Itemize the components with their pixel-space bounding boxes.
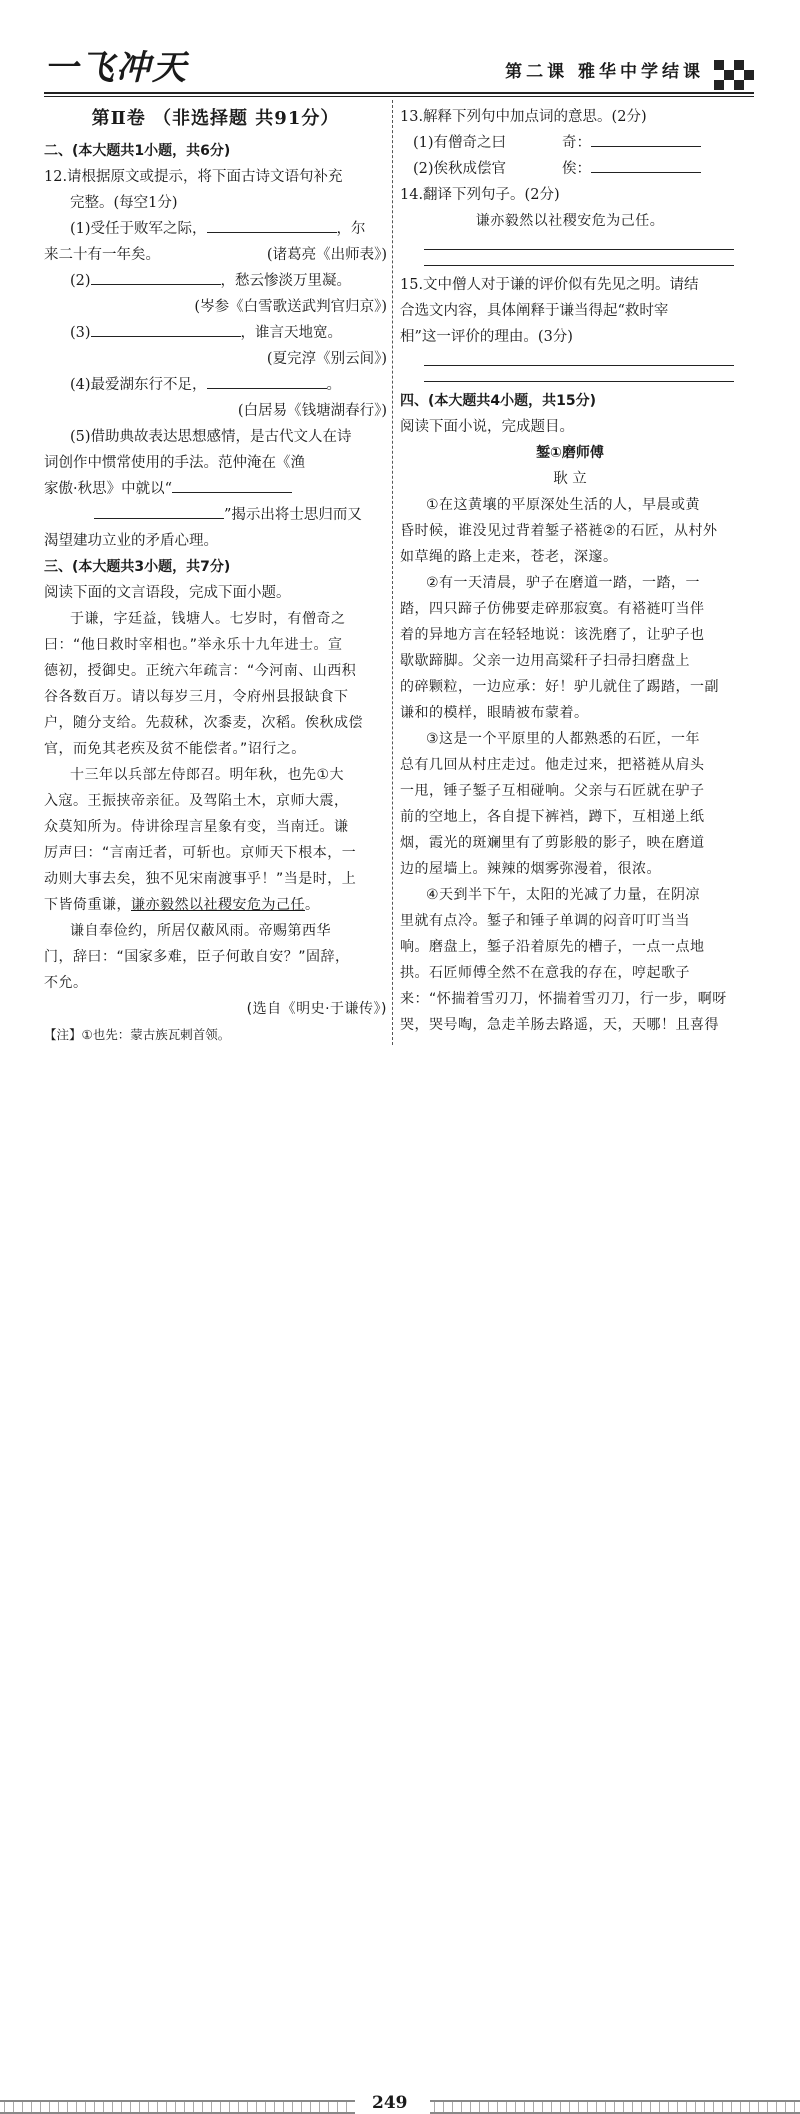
passage-line: 众莫知所为。侍讲徐珵言星象有变，当南迁。谦 (44, 819, 349, 835)
page-number: 249 (372, 2093, 408, 2113)
q12-4 (44, 372, 387, 398)
blank[interactable] (207, 372, 327, 389)
q12-3-text: (3) (70, 325, 91, 341)
q12-5b: 词创作中惯常使用的手法。范仲淹在《渔 (44, 455, 305, 471)
passage-line: 德初，授御史。正统六年疏言：“今河南、山西积 (44, 663, 357, 679)
q13-1-text: (1)有僧奇之曰 (413, 135, 507, 151)
answer-line[interactable] (424, 364, 734, 366)
answer-line[interactable] (424, 264, 734, 266)
q12-stem: 12.请根据原文或提示，将下面古诗文语句补充 (44, 169, 343, 185)
passage-line: 门，辞曰：“国家多难，臣子何敢自安？”固辞， (44, 949, 350, 965)
story-line: 踏，四只蹄子仿佛要走碎那寂寞。有褡裢叮当伴 (400, 601, 705, 617)
story-line: 的碎颗粒，一边应承：好！驴儿就住了踢踏，一副 (400, 679, 719, 695)
story-line: 烟，霞光的斑斓里有了剪影般的影子，映在磨道 (400, 835, 705, 851)
q12-5c (44, 476, 387, 502)
column-divider (392, 100, 393, 1045)
story-line: 哭，哭号啕，急走羊肠去路遥，天，天哪！且喜得 (400, 1017, 719, 1033)
passage-line: 入寇。王振挟帝亲征。及驾陷土木，京师大震， (44, 793, 349, 809)
blank[interactable] (591, 130, 701, 147)
header-rule (44, 92, 754, 94)
section-title: 第Ⅱ卷 （非选择题 共91分） (91, 108, 340, 129)
q12-3-text-b: ，谁言天地宽。 (240, 325, 343, 341)
underlined-sentence: 谦亦毅然以社稷安危为己任 (131, 897, 305, 913)
story-line: ②有一天清晨，驴子在磨道一踏，一踏，一 (426, 575, 701, 591)
q12-1 (44, 216, 387, 242)
story-line: 总有几回从村庄走过。他走过来，把褡裢从肩头 (400, 757, 705, 773)
passage-line: 谷各数百万。请以每岁三月，令府州县报缺食下 (44, 689, 349, 705)
q13: 13.解释下列句中加点词的意思。(2分) (400, 109, 647, 125)
story-line: 里就有点冷。錾子和锤子单调的闷音叮叮当当 (400, 913, 690, 929)
footer-border-right (430, 2100, 800, 2114)
read-instruction-2: 阅读下面小说，完成题目。 (400, 419, 574, 435)
passage-line: 厉声曰：“言南迁者，可斩也。京师天下根本，一 (44, 845, 357, 861)
q13-2-text: (2)俟秋成偿官 (413, 161, 507, 177)
story-line: 如草绳的路上走来，苍老，深邃。 (400, 549, 618, 565)
blank[interactable] (172, 476, 292, 493)
story-line: 着的异地方言在轻轻地说：该洗磨了，让驴子也 (400, 627, 705, 643)
q15c: 相”这一评价的理由。(3分) (400, 329, 573, 345)
checker-decoration-icon (714, 50, 754, 90)
q12-4-source: (白居易《钱塘湖春行》) (237, 403, 387, 419)
q12-3 (44, 320, 387, 346)
story-line: 来：“怀揣着雪刃刀，怀揣着雪刃刀，行一步，啊呀 (400, 991, 727, 1007)
header-rule-thin (44, 96, 754, 97)
passage-line: 曰：“他日救时宰相也。”举永乐十九年进士。宣 (44, 637, 343, 653)
q12-4-text-b: 。 (326, 377, 342, 393)
section-4-heading: 四、(本大题共4小题，共15分) (400, 393, 597, 409)
answer-line[interactable] (424, 248, 734, 250)
left-column (44, 104, 387, 1048)
q13-1-word: 奇： (562, 135, 592, 151)
story-line: 前的空地上，各自提下裤裆，蹲下，互相递上纸 (400, 809, 705, 825)
blank[interactable] (94, 502, 224, 519)
story-line: ①在这黄壤的平原深处生活的人，早晨或黄 (426, 497, 701, 513)
story-line: ④天到半下午，太阳的光减了力量，在阴凉 (426, 887, 701, 903)
section-2-heading: 二、(本大题共1小题，共6分) (44, 143, 231, 159)
passage-line: 谦自奉俭约，所居仅蔽风雨。帝赐第西华 (70, 923, 331, 939)
q12-2-text-b: ，愁云惨淡万里凝。 (220, 273, 352, 289)
passage-source: (选自《明史·于谦传》) (246, 1001, 387, 1017)
q12-1-text: (1)受任于败军之际， (70, 221, 207, 237)
passage-text: 下皆倚重谦， (44, 897, 131, 913)
q14: 14.翻译下列句子。(2分) (400, 187, 560, 203)
page-header (0, 0, 800, 100)
story-line: 歇歇蹄脚。父亲一边用高粱秆子扫帚扫磨盘上 (400, 653, 690, 669)
story-line: 边的屋墙上。辣辣的烟雾弥漫着，很浓。 (400, 861, 661, 877)
passage-line: 动则大事去矣，独不见宋南渡事乎！”当是时，上 (44, 871, 357, 887)
story-author: 耿 立 (553, 471, 587, 487)
q12-5e: 渴望建功立业的矛盾心理。 (44, 533, 218, 549)
blank[interactable] (91, 268, 221, 285)
q12-3-source: (夏完淳《别云间》) (266, 351, 387, 367)
passage-line: 十三年以兵部左侍郎召。明年秋，也先①大 (70, 767, 345, 783)
answer-line[interactable] (424, 380, 734, 382)
q12-2 (44, 268, 387, 294)
passage-line: 户，随分支给。先菽秫，次黍麦，次稻。俟秋成偿 (44, 715, 363, 731)
q12-4-text: (4)最爱湖东行不足， (70, 377, 207, 393)
q12-stem-2: 完整。(每空1分) (70, 195, 178, 211)
blank[interactable] (207, 216, 337, 233)
footer-border-left (0, 2100, 355, 2114)
story-line: 谦和的模样，眼睛被布蒙着。 (400, 705, 589, 721)
q12-5-text-d: ”揭示出将士思归而又 (224, 507, 362, 523)
story-passage (400, 492, 740, 1038)
q12-1-source: (诸葛亮《出师表》) (266, 247, 387, 263)
passage-text: 。 (305, 897, 320, 913)
q13-2-word: 俟： (562, 161, 592, 177)
right-column (400, 104, 740, 1038)
header-title: 第二课 雅华中学结课 (505, 62, 704, 82)
passage-line (44, 892, 387, 918)
q13-1 (400, 130, 740, 156)
passage-line: 官，而免其老疾及贫不能偿者。”诏行之。 (44, 741, 306, 757)
q13-2 (400, 156, 740, 182)
story-line: ③这是一个平原里的人都熟悉的石匠，一年 (426, 731, 701, 747)
q12-1-cont (44, 242, 387, 268)
q12-2-source: (岑参《白雪歌送武判官归京》) (194, 299, 387, 315)
q12-5d (44, 502, 387, 528)
story-line: 拱。石匠师傅全然不在意我的存在，哼起歌子 (400, 965, 690, 981)
q12-5a: (5)借助典故表达思想感情，是古代文人在诗 (70, 429, 352, 445)
blank[interactable] (91, 320, 241, 337)
passage-line: 不允。 (44, 975, 88, 991)
q14-sentence: 谦亦毅然以社稷安危为己任。 (475, 213, 665, 229)
read-instruction: 阅读下面的文言语段，完成下面小题。 (44, 585, 291, 601)
q12-5-text-c: 家傲·秋思》中就以“ (44, 481, 173, 497)
passage-line: 于谦，字廷益，钱塘人。七岁时，有僧奇之 (70, 611, 346, 627)
q12-1-text-b: ，尔 (336, 221, 366, 237)
logo: 一飞冲天 (44, 48, 188, 88)
q15b: 合选文内容，具体阐释于谦当得起“救时宰 (400, 303, 669, 319)
classical-passage (44, 606, 387, 1022)
story-line: 昏时候，谁没见过背着錾子褡裢②的石匠，从村外 (400, 523, 718, 539)
section-3-heading: 三、(本大题共3小题，共7分) (44, 559, 231, 575)
q12-2-text: (2) (70, 273, 91, 289)
footnote: 【注】①也先：蒙古族瓦剌首领。 (44, 1027, 231, 1042)
q12-1-text-c: 来二十有一年矣。 (44, 247, 160, 263)
story-line: 一甩，锤子錾子互相碰响。父亲与石匠就在驴子 (400, 783, 705, 799)
story-line: 响。磨盘上，錾子沿着原先的槽子，一点一点地 (400, 939, 705, 955)
page-footer (0, 1045, 800, 2113)
blank[interactable] (591, 156, 701, 173)
q15a: 15.文中僧人对于谦的评价似有先见之明。请结 (400, 277, 699, 293)
story-title: 錾①磨师傅 (536, 445, 604, 461)
